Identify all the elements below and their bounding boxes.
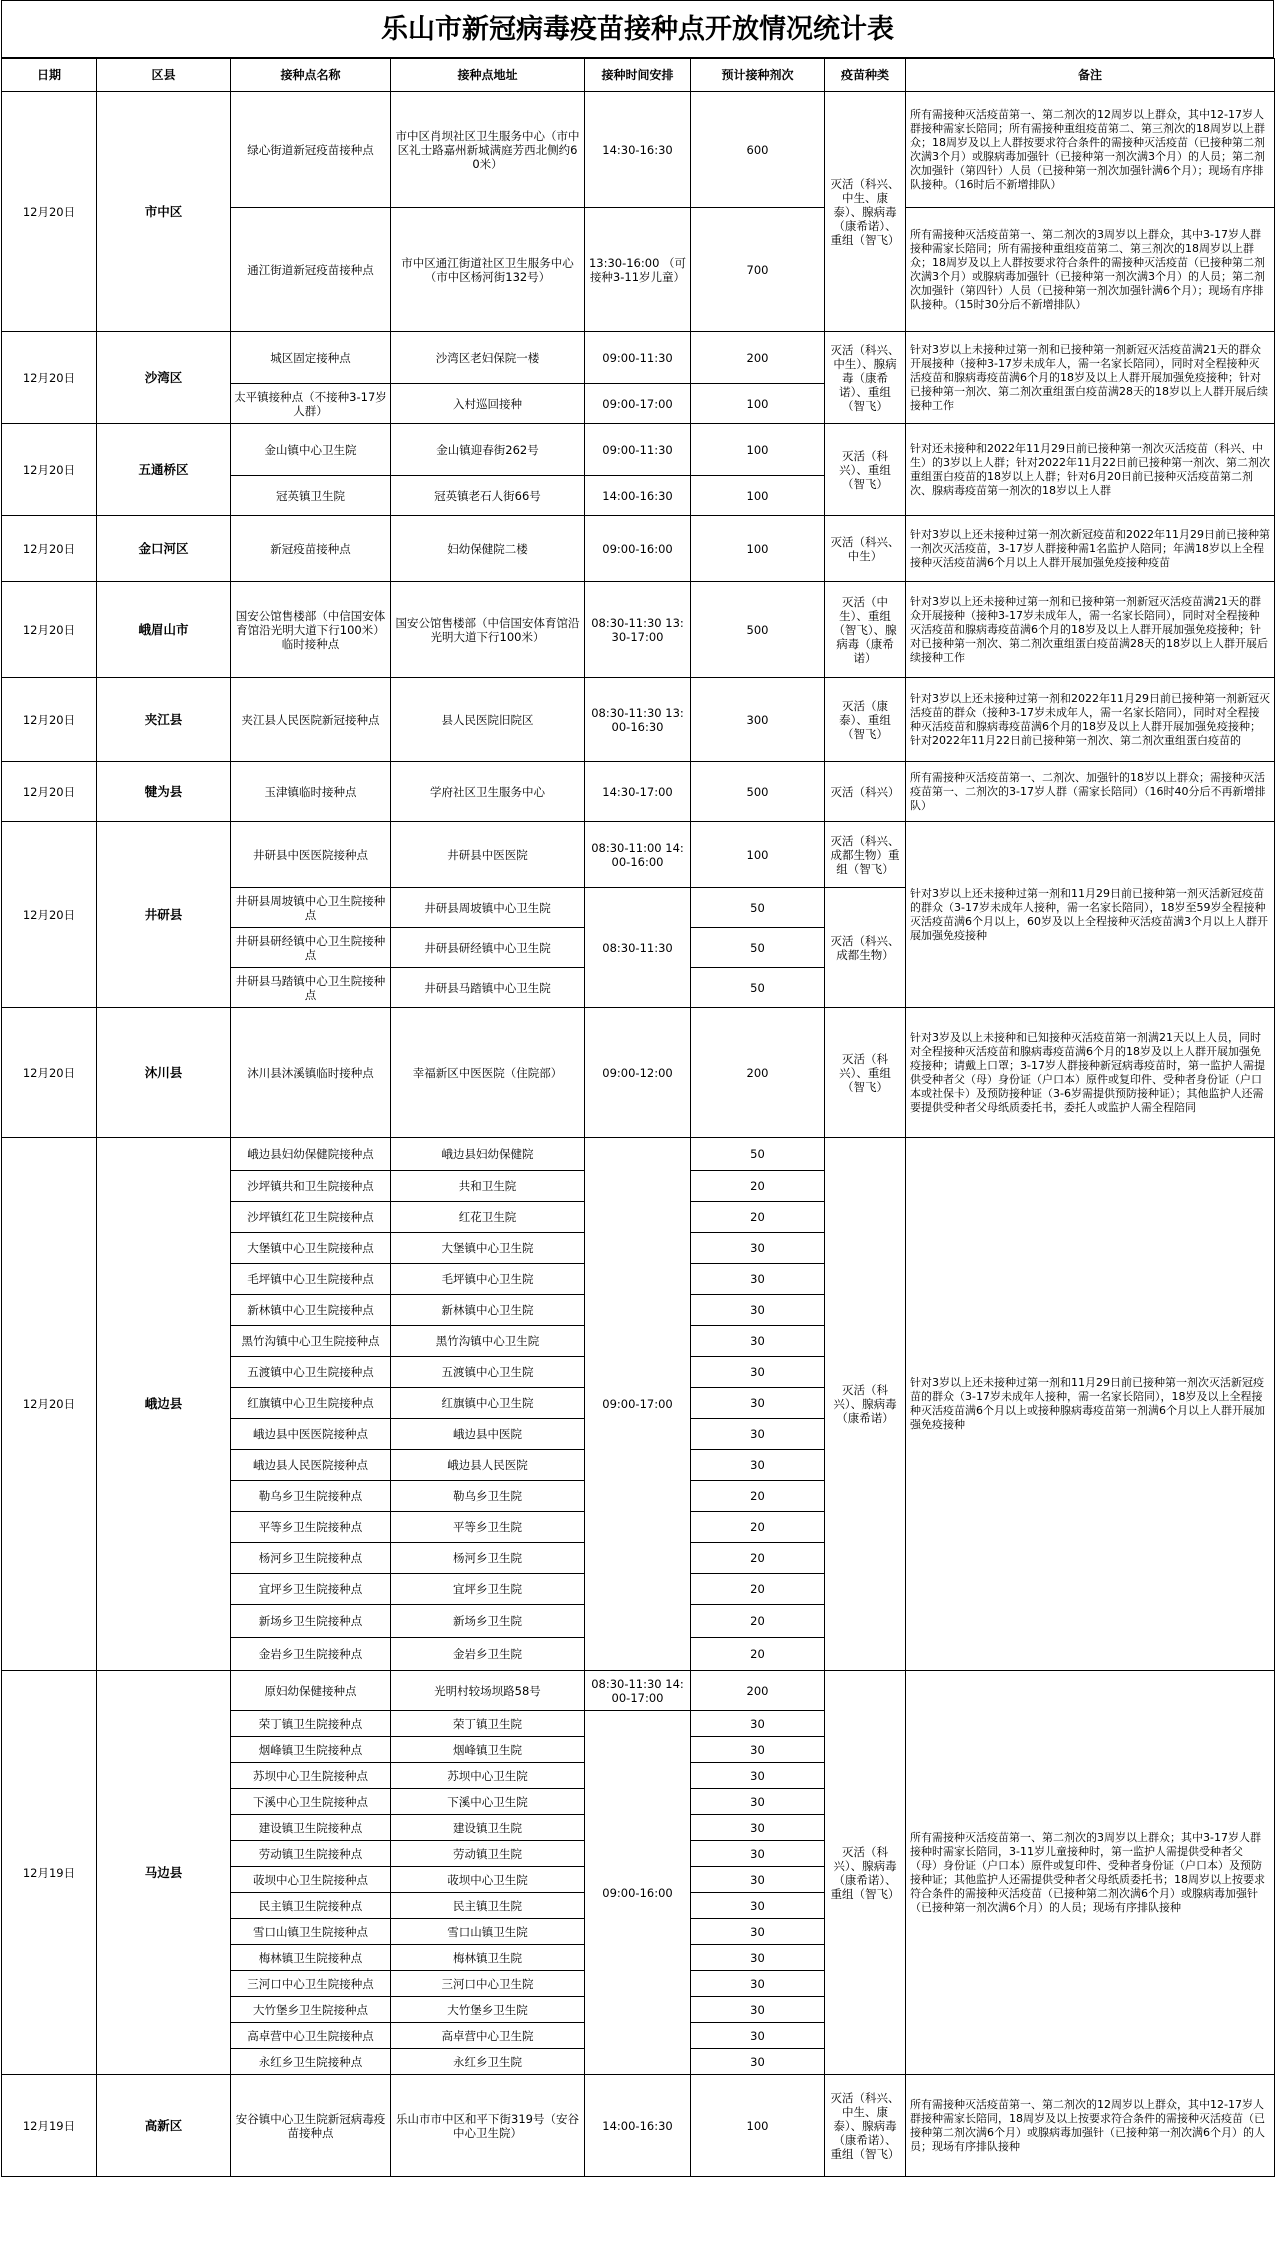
- count-cell: 30: [691, 1419, 825, 1450]
- count-cell: 200: [691, 1671, 825, 1711]
- date-cell: 12月20日: [2, 762, 97, 822]
- site-name-cell: 峨边县妇幼保健院接种点: [231, 1138, 391, 1171]
- vaccine-cell: 灭活（科兴）、腺病毒（康希诺）、重组（智飞）: [825, 1671, 906, 2075]
- time-cell: 08:30-11:30 14:00-17:00: [585, 1671, 691, 1711]
- site-name-cell: 建设镇卫生院接种点: [231, 1815, 391, 1841]
- county-cell: 峨边县: [97, 1138, 231, 1671]
- site-name-cell: 城区固定接种点: [231, 332, 391, 384]
- note-cell: 针对3岁以上还未接种过第一剂和2022年11月29日前已接种第一剂新冠灭活疫苗的群众（接种3-17岁未成年人，需一名家长陪同），同时对全程接种灭活疫苗和腺病毒疫苗满6个月的18岁及以上人群开展加强免疫接种；针对2022年11月22日前已接种第一剂次、第二剂次重组蛋白疫苗的: [906, 678, 1275, 762]
- count-cell: 20: [691, 1202, 825, 1233]
- site-name-cell: 黑竹沟镇中心卫生院接种点: [231, 1326, 391, 1357]
- count-cell: 50: [691, 968, 825, 1008]
- time-cell: 09:00-16:00: [585, 1711, 691, 2075]
- count-cell: 20: [691, 1638, 825, 1671]
- site-name-cell: 烟峰镇卫生院接种点: [231, 1737, 391, 1763]
- site-address-cell: 市中区通江街道社区卫生服务中心（市中区杨河街132号）: [391, 208, 585, 332]
- site-address-cell: 高卓营中心卫生院: [391, 2023, 585, 2049]
- table-row: [2, 762, 1275, 822]
- site-address-cell: 杨河乡卫生院: [391, 1543, 585, 1574]
- site-name-cell: 通江街道新冠疫苗接种点: [231, 208, 391, 332]
- header-count: 预计接种剂次: [691, 59, 825, 92]
- count-cell: 30: [691, 1737, 825, 1763]
- table-row: [2, 2075, 1275, 2177]
- site-address-cell: 大堡镇中心卫生院: [391, 1233, 585, 1264]
- note-cell: 针对3岁以上未接种过第一剂和已接种第一剂新冠灭活疫苗满21天的群众开展接种（接种3-17岁未成年人，需一名家长陪同），同时对全程接种灭活疫苗和腺病毒疫苗满6个月的18岁及以上人群开展加强免疫接种；针对已接种第一剂次、第二剂次重组蛋白疫苗满28天的18岁以上人群开展后续接种工作: [906, 332, 1275, 424]
- count-cell: 30: [691, 1815, 825, 1841]
- vaccine-cell: 灭活（中生）、重组（智飞）、腺病毒（康希诺）: [825, 582, 906, 678]
- count-cell: 30: [691, 1264, 825, 1295]
- site-address-cell: 金山镇迎春街262号: [391, 424, 585, 476]
- site-name-cell: 梅林镇卫生院接种点: [231, 1945, 391, 1971]
- note-cell: 所有需接种灭活疫苗第一、第二剂次的3周岁以上群众；其中3-17岁人群接种时需家长陪同，3-11岁儿童接种时，第一监护人需提供受种者父（母）身份证（户口本）原件或复印件、受种者身份证（户口本）及预防接种证；其他监护人还需提供受种者父母纸质委托书；18周岁以上按要求符合条件的需接种灭活疫苗（已接种第二剂次满6个月）或腺病毒加强针（已接种第一剂次满6个月）的人员；现场有序排队接种: [906, 1671, 1275, 2075]
- site-name-cell: 五渡镇中心卫生院接种点: [231, 1357, 391, 1388]
- table-row: [2, 424, 1275, 476]
- date-cell: 12月20日: [2, 1008, 97, 1138]
- table-row: [2, 678, 1275, 762]
- county-cell: 沐川县: [97, 1008, 231, 1138]
- county-cell: 五通桥区: [97, 424, 231, 516]
- site-address-cell: 妇幼保健院二楼: [391, 516, 585, 582]
- count-cell: 30: [691, 1295, 825, 1326]
- time-cell: 14:30-17:00: [585, 762, 691, 822]
- site-address-cell: 井研县周坡镇中心卫生院: [391, 888, 585, 928]
- site-address-cell: 荍坝中心卫生院: [391, 1867, 585, 1893]
- site-address-cell: 建设镇卫生院: [391, 1815, 585, 1841]
- county-cell: 夹江县: [97, 678, 231, 762]
- site-name-cell: 红旗镇中心卫生院接种点: [231, 1388, 391, 1419]
- time-cell: 09:00-11:30: [585, 424, 691, 476]
- count-cell: 30: [691, 1233, 825, 1264]
- count-cell: 30: [691, 1357, 825, 1388]
- date-cell: 12月20日: [2, 92, 97, 332]
- note-cell: 针对还未接种和2022年11月29日前已接种第一剂次灭活疫苗（科兴、中生）的3岁以上人群；针对2022年11月22日前已接种第一剂次、第二剂次重组蛋白疫苗的18岁以上人群；针对6月20日前已接种灭活疫苗第二剂次、腺病毒疫苗第一剂次的18岁以上人群: [906, 424, 1275, 516]
- site-name-cell: 安谷镇中心卫生院新冠病毒疫苗接种点: [231, 2075, 391, 2177]
- count-cell: 20: [691, 1605, 825, 1638]
- site-name-cell: 新冠疫苗接种点: [231, 516, 391, 582]
- header-date: 日期: [2, 59, 97, 92]
- count-cell: 30: [691, 1711, 825, 1737]
- vaccine-cell: 灭活（科兴）: [825, 762, 906, 822]
- vaccine-cell: 灭活（科兴）、腺病毒（康希诺）: [825, 1138, 906, 1671]
- county-cell: 峨眉山市: [97, 582, 231, 678]
- site-address-cell: 劳动镇卫生院: [391, 1841, 585, 1867]
- site-name-cell: 大堡镇中心卫生院接种点: [231, 1233, 391, 1264]
- vaccine-cell: 灭活（科兴、中生、康泰）、腺病毒（康希诺）、重组（智飞）: [825, 2075, 906, 2177]
- date-cell: 12月20日: [2, 1138, 97, 1671]
- count-cell: 30: [691, 1326, 825, 1357]
- site-address-cell: 峨边县妇幼保健院: [391, 1138, 585, 1171]
- site-name-cell: 苏坝中心卫生院接种点: [231, 1763, 391, 1789]
- site-address-cell: 梅林镇卫生院: [391, 1945, 585, 1971]
- time-cell: 09:00-11:30: [585, 332, 691, 384]
- site-name-cell: 沐川县沐溪镇临时接种点: [231, 1008, 391, 1138]
- time-cell: 09:00-17:00: [585, 1138, 691, 1671]
- count-cell: 500: [691, 582, 825, 678]
- note-cell: 所有需接种灭活疫苗第一、第二剂次的12周岁以上群众，其中12-17岁人群接种需家长陪同；所有需接种重组疫苗第二、第三剂次的18周岁以上群众；18周岁及以上人群按要求符合条件的需接种灭活疫苗（已接种第二剂次满3个月）或腺病毒加强针（已接种第一剂次满3个月）的人员；第二剂次加强针（第四针）人员（已接种第一剂次加强针满6个月）；现场有序排队接种。（16时后不新增排队）: [906, 92, 1275, 208]
- table-row: [2, 822, 1275, 888]
- site-address-cell: 市中区肖坝社区卫生服务中心（市中区礼士路嘉州新城满庭芳西北侧约60米）: [391, 92, 585, 208]
- time-cell: 09:00-17:00: [585, 384, 691, 424]
- count-cell: 30: [691, 1450, 825, 1481]
- table-row: [2, 1671, 1275, 1711]
- count-cell: 20: [691, 1543, 825, 1574]
- count-cell: 20: [691, 1512, 825, 1543]
- header-site-address: 接种点地址: [391, 59, 585, 92]
- county-cell: 井研县: [97, 822, 231, 1008]
- site-address-cell: 井研县研经镇中心卫生院: [391, 928, 585, 968]
- note-cell: 所有需接种灭活疫苗第一、二剂次、加强针的18岁以上群众；需接种灭活疫苗第一、二剂次的3-17岁人群（需家长陪同）（16时40分后不再新增排队）: [906, 762, 1275, 822]
- note-cell: 所有需接种灭活疫苗第一、第二剂次的12周岁以上群众，其中12-17岁人群接种需家长陪同，18周岁及以上按要求符合条件的需接种灭活疫苗（已接种第二剂次满6个月）或腺病毒加强针（已接种第一剂次满6个月）的人员；现场有序排队接种: [906, 2075, 1275, 2177]
- site-name-cell: 平等乡卫生院接种点: [231, 1512, 391, 1543]
- site-address-cell: 幸福新区中医医院（住院部）: [391, 1008, 585, 1138]
- table-row: [2, 1008, 1275, 1138]
- site-address-cell: 烟峰镇卫生院: [391, 1737, 585, 1763]
- header-county: 区县: [97, 59, 231, 92]
- site-address-cell: 宜坪乡卫生院: [391, 1574, 585, 1605]
- site-name-cell: 勒乌乡卫生院接种点: [231, 1481, 391, 1512]
- time-cell: 08:30-11:30 13:30-17:00: [585, 582, 691, 678]
- site-name-cell: 民主镇卫生院接种点: [231, 1893, 391, 1919]
- site-name-cell: 原妇幼保健接种点: [231, 1671, 391, 1711]
- county-cell: 马边县: [97, 1671, 231, 2075]
- count-cell: 30: [691, 1388, 825, 1419]
- site-name-cell: 国安公馆售楼部（中信国安体育馆沿光明大道下行100米）临时接种点: [231, 582, 391, 678]
- site-name-cell: 劳动镇卫生院接种点: [231, 1841, 391, 1867]
- site-address-cell: 新林镇中心卫生院: [391, 1295, 585, 1326]
- count-cell: 30: [691, 1919, 825, 1945]
- time-cell: 09:00-16:00: [585, 516, 691, 582]
- site-address-cell: 三河口中心卫生院: [391, 1971, 585, 1997]
- site-address-cell: 乐山市市中区和平下街319号（安谷中心卫生院）: [391, 2075, 585, 2177]
- vaccine-cell: 灭活（科兴、中生）: [825, 516, 906, 582]
- count-cell: 30: [691, 1867, 825, 1893]
- site-name-cell: 太平镇接种点（不接种3-17岁人群）: [231, 384, 391, 424]
- date-cell: 12月20日: [2, 582, 97, 678]
- vaccine-cell: 灭活（科兴）、重组（智飞）: [825, 424, 906, 516]
- site-name-cell: 高卓营中心卫生院接种点: [231, 2023, 391, 2049]
- site-name-cell: 荍坝中心卫生院接种点: [231, 1867, 391, 1893]
- note-cell: 针对3岁及以上未接种和已知接种灭活疫苗第一剂满21天以上人员，同时对全程接种灭活疫苗和腺病毒疫苗满6个月的18岁及以上人群开展加强免疫接种；请戴上口罩；3-17岁人群接种新冠病毒疫苗时，第一监护人需提供受种者父（母）身份证（户口本）原件或复印件、受种者身份证（户口本或社保卡）及预防接种证（3-6岁需提供预防接种证）；其他监护人还需要提供受种者父母纸质委托书，委托人或监护人需全程陪同: [906, 1008, 1275, 1138]
- count-cell: 100: [691, 516, 825, 582]
- date-cell: 12月20日: [2, 332, 97, 424]
- vaccine-cell: 灭活（科兴）、重组（智飞）: [825, 1008, 906, 1138]
- vaccination-table: [1, 58, 1275, 2177]
- site-name-cell: 夹江县人民医院新冠接种点: [231, 678, 391, 762]
- site-name-cell: 新场乡卫生院接种点: [231, 1605, 391, 1638]
- count-cell: 300: [691, 678, 825, 762]
- count-cell: 50: [691, 888, 825, 928]
- site-address-cell: 苏坝中心卫生院: [391, 1763, 585, 1789]
- site-address-cell: 毛坪镇中心卫生院: [391, 1264, 585, 1295]
- table-row: [2, 516, 1275, 582]
- count-cell: 50: [691, 928, 825, 968]
- county-cell: 金口河区: [97, 516, 231, 582]
- time-cell: 08:30-11:30 13:00-16:30: [585, 678, 691, 762]
- count-cell: 30: [691, 1893, 825, 1919]
- county-cell: 犍为县: [97, 762, 231, 822]
- site-address-cell: 光明村较场坝路58号: [391, 1671, 585, 1711]
- count-cell: 100: [691, 476, 825, 516]
- table-row: [2, 92, 1275, 208]
- site-name-cell: 绿心街道新冠疫苗接种点: [231, 92, 391, 208]
- note-cell: 针对3岁以上还未接种过第一剂次新冠疫苗和2022年11月29日前已接种第一剂次灭活疫苗，3-17岁人群接种需1名监护人陪同；年满18岁以上全程接种灭活疫苗满6个月以上人群开展加强免疫接种疫苗: [906, 516, 1275, 582]
- site-address-cell: 红花卫生院: [391, 1202, 585, 1233]
- site-name-cell: 峨边县中医医院接种点: [231, 1419, 391, 1450]
- count-cell: 20: [691, 1574, 825, 1605]
- page-title: 乐山市新冠病毒疫苗接种点开放情况统计表: [1, 0, 1274, 58]
- count-cell: 100: [691, 384, 825, 424]
- site-address-cell: 荣丁镇卫生院: [391, 1711, 585, 1737]
- site-name-cell: 沙坪镇共和卫生院接种点: [231, 1171, 391, 1202]
- site-address-cell: 黑竹沟镇中心卫生院: [391, 1326, 585, 1357]
- table-row: [2, 332, 1275, 384]
- site-name-cell: 毛坪镇中心卫生院接种点: [231, 1264, 391, 1295]
- count-cell: 30: [691, 1997, 825, 2023]
- site-address-cell: 峨边县人民医院: [391, 1450, 585, 1481]
- site-address-cell: 县人民医院旧院区: [391, 678, 585, 762]
- site-name-cell: 新林镇中心卫生院接种点: [231, 1295, 391, 1326]
- site-address-cell: 井研县马踏镇中心卫生院: [391, 968, 585, 1008]
- site-address-cell: 五渡镇中心卫生院: [391, 1357, 585, 1388]
- site-name-cell: 井研县周坡镇中心卫生院接种点: [231, 888, 391, 928]
- count-cell: 30: [691, 1841, 825, 1867]
- vaccine-cell: 灭活（科兴、成都生物）: [825, 888, 906, 1008]
- site-address-cell: 学府社区卫生服务中心: [391, 762, 585, 822]
- vaccine-cell: 灭活（科兴、中生、康泰）、腺病毒（康希诺）、重组（智飞）: [825, 92, 906, 332]
- site-name-cell: 金山镇中心卫生院: [231, 424, 391, 476]
- site-address-cell: 平等乡卫生院: [391, 1512, 585, 1543]
- count-cell: 200: [691, 332, 825, 384]
- time-cell: 13:30-16:00 （可接种3-11岁儿童）: [585, 208, 691, 332]
- vaccine-cell: 灭活（康泰）、重组（智飞）: [825, 678, 906, 762]
- site-address-cell: 大竹堡乡卫生院: [391, 1997, 585, 2023]
- site-name-cell: 大竹堡乡卫生院接种点: [231, 1997, 391, 2023]
- site-address-cell: 永红乡卫生院: [391, 2049, 585, 2075]
- date-cell: 12月20日: [2, 516, 97, 582]
- note-cell: 所有需接种灭活疫苗第一、第二剂次的3周岁以上群众，其中3-17岁人群接种需家长陪同；所有需接种重组疫苗第二、第三剂次的18周岁以上群众；18周岁及以上人群按要求符合条件的需接种灭活疫苗（已接种第二剂次满3个月）或腺病毒加强针（已接种第一剂次满3个月）的人员；第二剂次加强针（第四针）人员（已接种第一剂次加强针满6个月）；现场有序排队接种。（15时30分后不新增排队）: [906, 208, 1275, 332]
- header-row: [2, 59, 1275, 92]
- date-cell: 12月20日: [2, 424, 97, 516]
- site-address-cell: 峨边县中医院: [391, 1419, 585, 1450]
- site-name-cell: 荣丁镇卫生院接种点: [231, 1711, 391, 1737]
- note-cell: 针对3岁以上还未接种过第一剂和已接种第一剂新冠灭活疫苗满21天的群众开展接种（接种3-17岁未成年人，需一名家长陪同），同时对全程接种灭活疫苗和腺病毒疫苗满6个月的18岁及以上人群开展加强免疫接种；针对已接种第一剂次、第二剂次重组蛋白疫苗满28天的18岁以上人群开展后续接种工作: [906, 582, 1275, 678]
- site-address-cell: 国安公馆售楼部（中信国安体育馆沿光明大道下行100米）: [391, 582, 585, 678]
- site-address-cell: 金岩乡卫生院: [391, 1638, 585, 1671]
- site-address-cell: 新场乡卫生院: [391, 1605, 585, 1638]
- count-cell: 100: [691, 822, 825, 888]
- site-address-cell: 沙湾区老妇保院一楼: [391, 332, 585, 384]
- count-cell: 700: [691, 208, 825, 332]
- count-cell: 20: [691, 1481, 825, 1512]
- header-time: 接种时间安排: [585, 59, 691, 92]
- site-address-cell: 民主镇卫生院: [391, 1893, 585, 1919]
- count-cell: 30: [691, 2023, 825, 2049]
- table-row: [2, 582, 1275, 678]
- header-vaccine: 疫苗种类: [825, 59, 906, 92]
- county-cell: 沙湾区: [97, 332, 231, 424]
- site-name-cell: 沙坪镇红花卫生院接种点: [231, 1202, 391, 1233]
- site-address-cell: 勒乌乡卫生院: [391, 1481, 585, 1512]
- vaccine-cell: 灭活（科兴、中生）、腺病毒（康希诺）、重组（智飞）: [825, 332, 906, 424]
- site-address-cell: 共和卫生院: [391, 1171, 585, 1202]
- site-name-cell: 井研县马踏镇中心卫生院接种点: [231, 968, 391, 1008]
- time-cell: 08:30-11:00 14:00-16:00: [585, 822, 691, 888]
- site-name-cell: 井研县中医医院接种点: [231, 822, 391, 888]
- count-cell: 100: [691, 2075, 825, 2177]
- vaccine-cell: 灭活（科兴、成都生物）重组（智飞）: [825, 822, 906, 888]
- date-cell: 12月19日: [2, 2075, 97, 2177]
- county-cell: 高新区: [97, 2075, 231, 2177]
- count-cell: 30: [691, 1789, 825, 1815]
- table-row: [2, 1138, 1275, 1171]
- site-name-cell: 金岩乡卫生院接种点: [231, 1638, 391, 1671]
- header-note: 备注: [906, 59, 1275, 92]
- count-cell: 50: [691, 1138, 825, 1171]
- date-cell: 12月20日: [2, 822, 97, 1008]
- note-cell: 针对3岁以上还未接种过第一剂和11月29日前已接种第一剂次灭活新冠疫苗的群众（3-17岁未成年人接种，需一名家长陪同），18岁及以上全程接种灭活疫苗满6个月以上或接种腺病毒疫苗第一剂满6个月以上人群开展加强免疫接种: [906, 1138, 1275, 1671]
- count-cell: 30: [691, 2049, 825, 2075]
- site-name-cell: 雪口山镇卫生院接种点: [231, 1919, 391, 1945]
- site-address-cell: 雪口山镇卫生院: [391, 1919, 585, 1945]
- time-cell: 14:00-16:30: [585, 2075, 691, 2177]
- header-site-name: 接种点名称: [231, 59, 391, 92]
- site-name-cell: 井研县研经镇中心卫生院接种点: [231, 928, 391, 968]
- count-cell: 100: [691, 424, 825, 476]
- site-name-cell: 下溪中心卫生院接种点: [231, 1789, 391, 1815]
- site-name-cell: 冠英镇卫生院: [231, 476, 391, 516]
- county-cell: 市中区: [97, 92, 231, 332]
- site-name-cell: 永红乡卫生院接种点: [231, 2049, 391, 2075]
- site-name-cell: 玉津镇临时接种点: [231, 762, 391, 822]
- time-cell: 08:30-11:30: [585, 888, 691, 1008]
- site-address-cell: 红旗镇中心卫生院: [391, 1388, 585, 1419]
- count-cell: 20: [691, 1171, 825, 1202]
- count-cell: 30: [691, 1971, 825, 1997]
- time-cell: 14:00-16:30: [585, 476, 691, 516]
- count-cell: 30: [691, 1945, 825, 1971]
- note-cell: 针对3岁以上还未接种过第一剂和11月29日前已接种第一剂灭活新冠疫苗的群众（3-17岁未成年人接种，需一名家长陪同），18岁至59岁全程接种灭活疫苗满6个月以上，60岁及以上全程接种灭活疫苗满3个月以上人群开展加强免疫接种: [906, 822, 1275, 1008]
- site-name-cell: 三河口中心卫生院接种点: [231, 1971, 391, 1997]
- site-name-cell: 峨边县人民医院接种点: [231, 1450, 391, 1481]
- site-address-cell: 井研县中医医院: [391, 822, 585, 888]
- time-cell: 14:30-16:30: [585, 92, 691, 208]
- count-cell: 30: [691, 1763, 825, 1789]
- site-address-cell: 下溪中心卫生院: [391, 1789, 585, 1815]
- count-cell: 500: [691, 762, 825, 822]
- site-name-cell: 宜坪乡卫生院接种点: [231, 1574, 391, 1605]
- time-cell: 09:00-12:00: [585, 1008, 691, 1138]
- date-cell: 12月20日: [2, 678, 97, 762]
- site-address-cell: 入村巡回接种: [391, 384, 585, 424]
- site-name-cell: 杨河乡卫生院接种点: [231, 1543, 391, 1574]
- count-cell: 200: [691, 1008, 825, 1138]
- site-address-cell: 冠英镇老石人街66号: [391, 476, 585, 516]
- date-cell: 12月19日: [2, 1671, 97, 2075]
- count-cell: 600: [691, 92, 825, 208]
